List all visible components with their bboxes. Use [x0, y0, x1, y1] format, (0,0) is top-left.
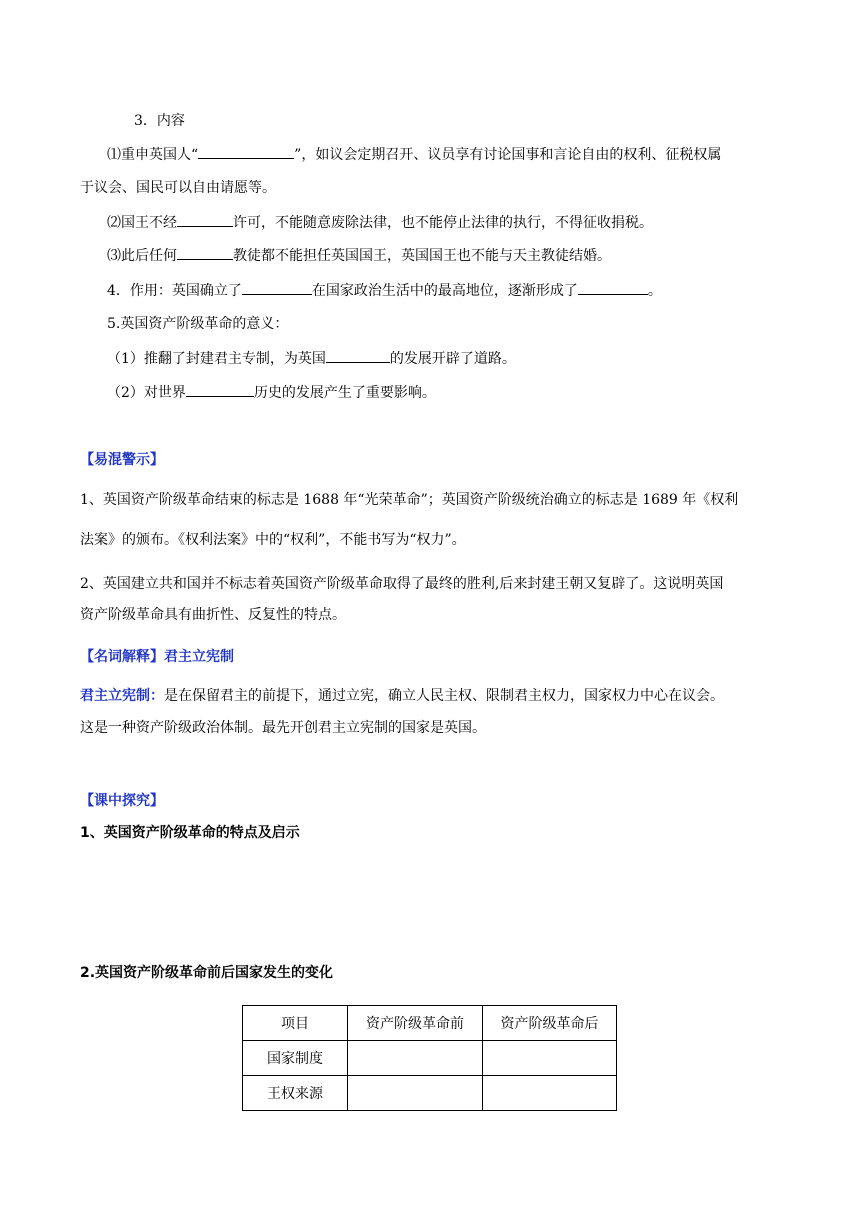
table-header-cell: 项目 — [243, 1006, 348, 1041]
section-5-title: 5.英国资产阶级革命的意义： — [107, 316, 289, 332]
term-definition-line-1 — [80, 686, 724, 706]
text: 教徒都不能担任英国国王，英国国王也不能与天主教徒结婚。 — [233, 248, 611, 264]
explore-question-1: 1、英国资产阶级革命的特点及启示 — [80, 825, 300, 841]
section-3-item-3 — [107, 245, 611, 266]
text: 4．作用：英国确立了 — [107, 283, 242, 299]
fill-blank-supreme[interactable] — [242, 280, 312, 295]
comparison-table — [242, 1005, 617, 1111]
text: ⑶此后任何 — [107, 248, 177, 264]
table-header-cell: 资产阶级革命后 — [483, 1006, 617, 1041]
warning-para-2-line-2: 资产阶级革命具有曲折性、反复性的特点。 — [80, 607, 346, 623]
section-4 — [107, 280, 662, 301]
fill-blank-approval[interactable] — [177, 212, 233, 227]
text: 。 — [647, 283, 662, 299]
table-cell-input[interactable] — [348, 1076, 483, 1111]
table-cell: 国家制度 — [243, 1041, 348, 1076]
term-label: 君主立宪制： — [80, 688, 164, 704]
text: ”，如议会定期召开、议员享有讨论国事和言论自由的权利、征税权属 — [294, 147, 722, 163]
fill-blank-modern[interactable] — [186, 382, 254, 397]
warning-heading: 【易混警示】 — [80, 452, 164, 468]
text: （2）对世界 — [107, 385, 186, 401]
section-5-item-2 — [107, 382, 436, 403]
section-3-title: 3．内容 — [134, 113, 185, 129]
text: 是在保留君主的前提下，通过立宪，确立人民主权、限制君主权力，国家权力中心在议会。 — [164, 688, 724, 704]
table-cell-input[interactable] — [348, 1041, 483, 1076]
table-row — [243, 1041, 617, 1076]
section-3-item-1-line-1 — [107, 144, 721, 165]
text: 在国家政治生活中的最高地位，逐渐形成了 — [311, 283, 578, 299]
table-row — [243, 1076, 617, 1111]
fill-blank-capitalism[interactable] — [326, 348, 390, 363]
text: 许可，不能随意废除法律，也不能停止法律的执行，不得征收捐税。 — [233, 215, 653, 231]
explore-heading: 【课中探究】 — [80, 793, 164, 809]
warning-para-1-line-1: 1、英国资产阶级革命结束的标志是 1688 年“光荣革命”；英国资产阶级统治确立的标志是 1689 年《权利 — [80, 492, 739, 508]
section-3-item-1-line-2: 于议会、国民可以自由请愿等。 — [80, 180, 276, 196]
text: （1）推翻了封建君主专制，为英国 — [107, 351, 326, 367]
fill-blank-religion[interactable] — [177, 245, 233, 260]
table-header-row — [243, 1006, 617, 1041]
table-cell-input[interactable] — [483, 1076, 617, 1111]
text: ⑴重申英国人“ — [107, 147, 199, 163]
warning-para-1-line-2: 法案》的颁布。《权利法案》中的“权利”，不能书写为“权力”。 — [80, 532, 466, 548]
section-5-item-1 — [107, 348, 516, 369]
warning-para-2-line-1: 2、英国建立共和国并不标志着英国资产阶级革命取得了最终的胜利,后来封建王朝又复辟了。这说明英国 — [80, 576, 724, 592]
table-header-cell: 资产阶级革命前 — [348, 1006, 483, 1041]
term-definition-line-2: 这是一种资产阶级政治体制。最先开创君主立宪制的国家是英国。 — [80, 720, 486, 736]
text: 的发展开辟了道路。 — [389, 351, 516, 367]
fill-blank-rights[interactable] — [198, 144, 294, 159]
text: ⑵国王不经 — [107, 215, 177, 231]
table-cell-input[interactable] — [483, 1041, 617, 1076]
fill-blank-system[interactable] — [578, 280, 648, 295]
text: 历史的发展产生了重要影响。 — [253, 385, 436, 401]
term-heading: 【名词解释】君主立宪制 — [80, 649, 234, 665]
explore-question-2: 2.英国资产阶级革命前后国家发生的变化 — [80, 965, 334, 981]
section-3-item-2 — [107, 212, 653, 233]
table-cell: 王权来源 — [243, 1076, 348, 1111]
